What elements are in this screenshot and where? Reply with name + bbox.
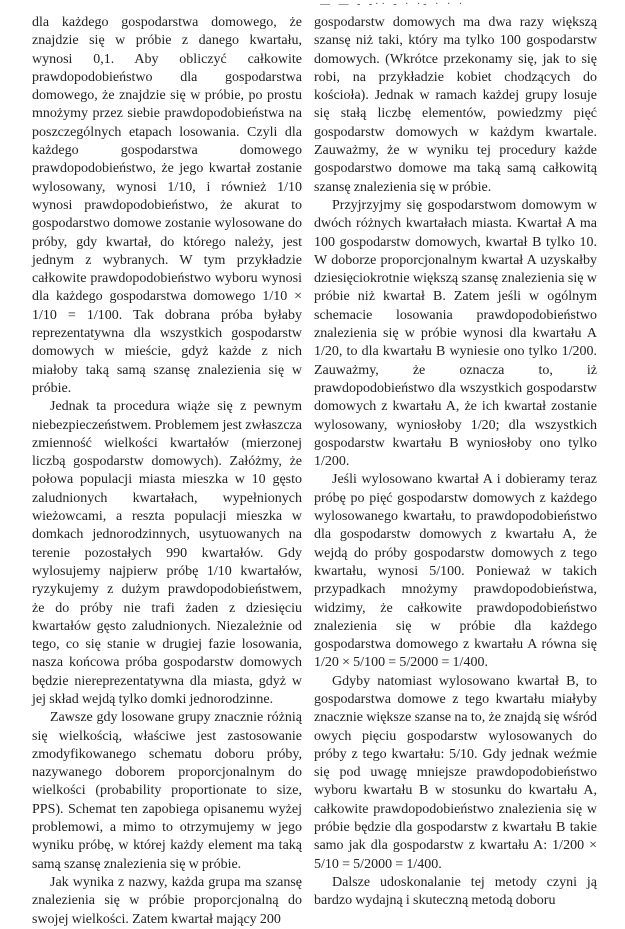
paragraph: dla każdego gospodarstwa domowego, że znajdzie się w próbie z danego kwartału, wynosi 0,1. Aby obliczyć całkowite prawdopodobieństwo dla gospodarstwa domowego, że znajdzie się w próbie, po prostu mnożymy przez siebie prawdopodobieństwa na poszczególnych etapach losowania. Czyli dla każdego gospodarstwa domowego prawdopodobieństwo, że jego kwartał zostanie wylosowany, wynosi 1/10, i również 1/10 wynosi prawdopodobieństwo, że akurat to gospodarstwo domowe zostanie wylosowane do próby, gdy kwartał, do którego należy, jest jednym z wybranych. W tym przykładzie całkowite prawdopodobieństwo wyboru wynosi dla każdego gospodarstwa domowego 1/10 × 1/10 = 1/100. Tak dobrana próba byłaby reprezentatywna dla wszystkich gospodarstw domowych w mieście, gdyż każde z nich miałoby taką samą szansę znalezienia się w próbie. xyxy=(32,15,302,396)
paragraph: Dalsze udoskonalanie tej metody czyni ją bardzo wydajną i skuteczną metodą doboru xyxy=(314,874,597,909)
page-top-mark: — — - -·· - · ·- · · · xyxy=(320,0,466,10)
right-text-column xyxy=(314,14,597,911)
paragraph: Jednak ta procedura wiąże się z pewnym niebezpieczeństwem. Problemem jest zwłaszcza zmienność wielkości kwartałów (mierzonej liczbą gospodarstw domowych). Załóżmy, że połowa populacji miasta mieszka w 10 gęsto zaludnionych kwartałach, wypełnionych wieżowcami, a reszta populacji mieszka w domkach jednorodzinnych, usytuowanych na terenie pozostałych 990 kwartałów. Gdy wylosujemy najpierw próbę 1/10 kwartałów, ryzykujemy z dużym prawdopodobieństwem, że do próby nie trafi żaden z dziesięciu kwartałów gęsto zaludnionych. Niezależnie od tego, co się stanie w drugiej fazie losowania, nasza końcowa próba gospodarstw domowych będzie niereprezentatywna dla miasta, gdyż w jej skład wejdą tylko domki jednorodzinne. xyxy=(32,399,302,707)
paragraph: Jeśli wylosowano kwartał A i dobieramy teraz próbę po pięć gospodarstw domowych z każdego wylosowanego kwartału, to prawdopodobieństwo dla gospodarstw domowych z kwartału A, że wejdą do próby gospodarstw domowych z tego kwartału, wynosi 5/100. Ponieważ w takich przypadkach mnożymy prawdopodobieństwa, widzimy, że całkowite prawdopodobieństwo znalezienia się w próbie dla każdego gospodarstwa domowego z kwartału A równa się 1/20 × 5/100 = 5/2000 = 1/400. xyxy=(314,472,597,671)
left-text-column xyxy=(32,14,302,929)
paragraph: Jak wynika z nazwy, każda grupa ma szansę znalezienia się w próbie proporcjonalną do swojej wielkości. Zatem kwartał mający 200 xyxy=(32,874,302,927)
paragraph: Przyjrzyjmy się gospodarstwom domowym w dwóch różnych kwartałach miasta. Kwartał A ma 100 gospodarstw domowych, kwartał B tylko 10. W doborze proporcjonalnym kwartał A uzyskałby dziesięciokrotnie większą szansę znalezienia się w próbie niż kwartał B. Zatem jeśli w ogólnym schemacie losowania prawdopodobieństwo znalezienia się w próbie wynosi dla kwartału A 1/20, to dla kwartału B wyniesie ono tylko 1/200. Zauważmy, że oznacza to, iż prawdopodobieństwo dla wszystkich gospodarstw domowych z kwartału A, że ich kwartał zostanie wylosowany, wyniosłoby 1/20; dla wszystkich gospodarstw kwartału B wyniosłoby ono tylko 1/200. xyxy=(314,197,597,470)
paragraph: Gdyby natomiast wylosowano kwartał B, to gospodarstwa domowe z tego kwartału miałyby znacznie większe szanse na to, że znajdą się wśród owych pięciu gospodarstw wylosowanych do próby z tego kwartału: 5/10. Gdy jednak weźmie się pod uwagę mniejsze prawdopodobieństwo wyboru kwartału B w stosunku do kwartału A, całkowite prawdopodobieństwo znalezienia się w próbie będzie dla gospodarstw z kwartału B takie samo jak dla gospodarstw z kwartału A: 1/200 × 5/10 = 5/2000 = 1/400. xyxy=(314,673,597,872)
paragraph: gospodarstw domowych ma dwa razy większą szansę niż taki, który ma tylko 100 gospodarstw domowych. (Wkrótce przekonamy się, jak to się robi, na przykładzie kobiet chodzących do kościoła). Jednak w ramach każdej grupy losuje się stałą liczbę elementów, powiedzmy pięć gospodarstw domowych w każdym kwartale. Zauważmy, że w wyniku tej procedury każde gospodarstwo domowe ma taką samą całkowitą szansę znalezienia się w próbie. xyxy=(314,15,597,195)
paragraph: Zawsze gdy losowane grupy znacznie różnią się wielkością, właściwe jest zastosowanie zmodyfikowanego schematu doboru próby, nazywanego doborem proporcjonalnym do wielkości (probability proportionate to size, PPS). Schemat ten zapobiega opisanemu wyżej problemowi, a mimo to otrzymujemy w jego wyniku próbę, w której każdy element ma taką samą szansę znalezienia się w próbie. xyxy=(32,710,302,872)
